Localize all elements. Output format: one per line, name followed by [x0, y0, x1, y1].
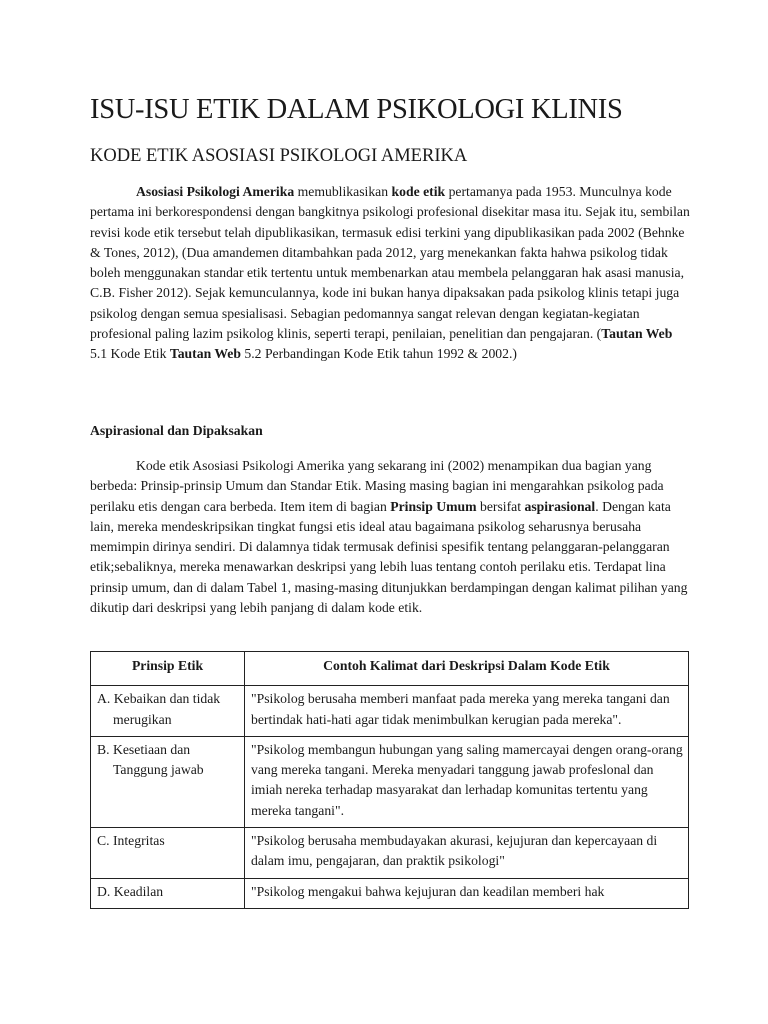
column-header-example: Contoh Kalimat dari Deskripsi Dalam Kode Etik: [245, 652, 689, 686]
sub-heading: Aspirasional dan Dipaksakan: [90, 423, 263, 438]
example-cell: "Psikolog berusaha membudayakan akurasi, kejujuran dan kepercayaan di dalam imu, pengajaran, dan praktik psikologi": [245, 828, 689, 879]
table-row: [91, 828, 689, 879]
web-link-label: Tautan Web: [601, 326, 673, 342]
principle-label: D. Keadilan: [97, 883, 164, 899]
principle-cell: [91, 736, 245, 827]
document-title: ISU-ISU ETIK DALAM PSIKOLOGI KLINIS: [90, 94, 623, 125]
section-heading: KODE ETIK ASOSIASI PSIKOLOGI AMERIKA: [90, 146, 468, 166]
paragraph-text: bersifat: [476, 498, 525, 514]
example-cell: "Psikolog membangun hubungan yang saling mamercayai dengen orang-orang vang mereka tangani. Mereka menyadari tanggung jawab profeslonal dan imiah nereka terhadap masyarakat dan lerhadap komunitas tertentu yang mereka tangani".: [245, 736, 689, 827]
paragraph-intro: [90, 182, 690, 365]
principle-label: C. Integritas: [97, 833, 165, 849]
bold-term: Asosiasi Psikologi Amerika: [136, 184, 295, 199]
bold-term: Prinsip Umum: [390, 498, 477, 514]
paragraph-text: 5.1 Kode Etik: [90, 346, 170, 362]
paragraph-aspirational: [90, 456, 690, 618]
table-row: [91, 878, 689, 908]
ethics-principles-table: [90, 651, 689, 909]
bold-term: aspirasional: [524, 498, 596, 514]
paragraph-text: . Dengan kata lain, mereka mendeskripsikan tingkat fungsi etis ideal atau bagaimana psikolog seharusnya berusaha memimpin dirinya sendiri. Di dalamnya tidak termusak definisi spesifik tentang pelanggaran-pelanggaran etik;sebaliknya, mereka menawarkan deskripsi yang lebih luas tentang contoh perilaku etis. Terdapat lina prinsip umum, dan di dalam Tabel 1, masing-masing ditunjukkan berdampingan dengan kalimat pilihan yang dikutip dari deskripsi yang lebih panjang di dalam kode etik.: [90, 498, 688, 616]
principle-label: B. Kesetiaan dan Tanggung jawab: [97, 741, 204, 778]
principle-cell: [91, 686, 245, 737]
principle-cell: [91, 878, 245, 908]
paragraph-text: 5.2 Perbandingan Kode Etik tahun 1992 & 2002.): [240, 346, 517, 362]
column-header-principle: Prinsip Etik: [91, 652, 245, 686]
table-header-row: [91, 652, 689, 686]
bold-term: kode etik: [391, 184, 446, 199]
table-row: [91, 736, 689, 827]
paragraph-text: memublikasikan: [294, 184, 392, 199]
table-row: [91, 686, 689, 737]
web-link-label: Tautan Web: [169, 346, 241, 362]
principle-cell: [91, 828, 245, 879]
principle-label: A. Kebaikan dan tidak merugikan: [97, 691, 221, 727]
example-cell: "Psikolog berusaha memberi manfaat pada mereka yang mereka tangani dan bertindak hati-hati agar tidak menimbulkan kerugian pada mereka".: [245, 686, 689, 737]
example-cell: "Psikolog mengakui bahwa kejujuran dan keadilan memberi hak: [245, 878, 689, 908]
paragraph-text: pertamanya pada 1953. Munculnya kode pertama ini berkorespondensi dengan bangkitnya psikologi profesional disekitar masa itu. Sejak itu, sembilan revisi kode etik tersebut telah dipublikasikan, termasuk edisi terkini yang dipublikasikan pada 2002 (Behnke & Tones, 2012), (Dua amandemen ditambahkan pada 2012, yarg menekankan fakta hahwa psikolog tidak boleh menggunakan standar etik tertentu untuk membenarkan atau membela pelanggaran hak asasi manusia, C.B. Fisher 2012). Sejak kemunculannya, kode ini bukan hanya dipaksakan pada psikolog klinis tetapi juga psikolog dengan semua spesialisasi. Sebagian pedomannya sangat relevan dengan kegiatan-kegiatan profesional paling lazim psikolog klinis, seperti terapi, penilaian, penelitian dan pengajaran. (: [90, 184, 690, 342]
paragraph-text: Kode etik Asosiasi Psikologi Amerika yang sekarang ini (2002) menampikan dua bagian yang berbeda: Prinsip-prinsip Umum dan Standar Etik. Masing masing bagian ini mengarahkan psikolog pada perilaku etis dengan cara berbeda. Item item di bagian: [90, 458, 664, 514]
